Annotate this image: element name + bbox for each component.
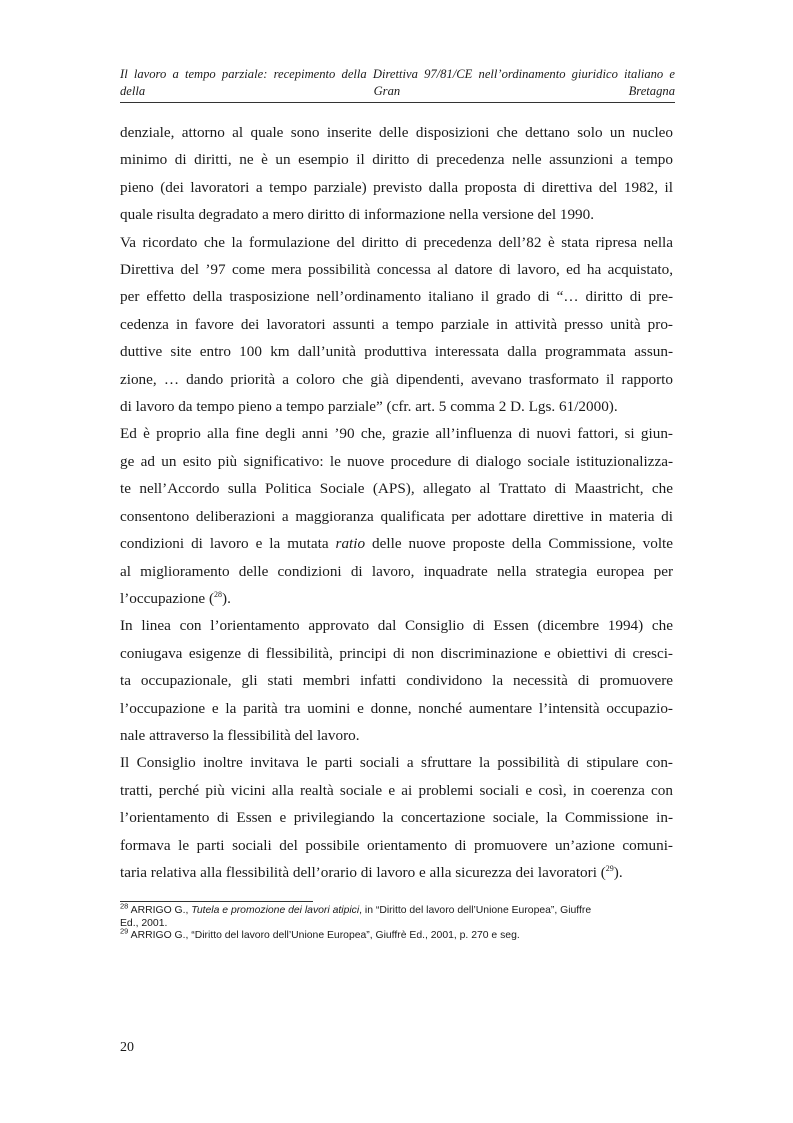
paragraph-4 <box>120 612 673 749</box>
text-segment: condizioni di lavoro e la mutata <box>120 535 336 553</box>
text-segment: taria relativa alla flessibilità dell’orario di lavoro e alla sicurezza dei lavoratori ( <box>120 863 606 881</box>
footnote-ref-28[interactable]: 28 <box>214 589 223 599</box>
page-number: 20 <box>120 1040 134 1055</box>
body-text <box>120 119 673 886</box>
text-line: Direttiva del ’97 come mera possibilità concessa al datore di lavoro, ed ha acquistato, <box>120 261 673 279</box>
text-line: te nell’Accordo sulla Politica Sociale (APS), allegato al Trattato di Maastricht, che <box>120 480 673 498</box>
text-line: minimo di diritti, ne è un esempio il diritto di precedenza nelle assunzioni a tempo <box>120 151 673 169</box>
text-line: tratti, perché più vicini alla realtà sociale e ai problemi sociali e così, in coerenza con <box>120 781 673 799</box>
footnote-29 <box>120 926 675 943</box>
text-segment: ). <box>222 589 231 607</box>
text-line: Il Consiglio inoltre invitava le parti sociali a sfruttare la possibilità di stipulare con- <box>120 754 673 772</box>
text-line: l’orientamento di Essen e privilegiando la concertazione sociale, la Commissione in- <box>120 809 673 827</box>
text-segment: l’occupazione ( <box>120 589 215 607</box>
text-line: Va ricordato che la formulazione del diritto di precedenza dell’82 è stata ripresa nella <box>120 233 673 251</box>
text-line: nale attraverso la flessibilità del lavoro. <box>120 726 360 744</box>
paragraph-1 <box>120 119 673 229</box>
footnote-text: , in “Diritto del lavoro dell’Unione Europea”, Giuffre <box>359 905 592 916</box>
text-line: duttive site entro 100 km dall’unità produttiva interessata dalla programmata assun- <box>120 343 673 361</box>
text-line: pieno (dei lavoratori a tempo parziale) previsto dalla proposta di direttiva del 1982, il <box>120 178 673 196</box>
text-line: per effetto della trasposizione nell’ordinamento italiano il grado di “… diritto di pre- <box>120 288 673 306</box>
running-header <box>120 66 675 103</box>
text-line: In linea con l’orientamento approvato dal Consiglio di Essen (dicembre 1994) che <box>120 617 673 635</box>
footnotes <box>120 901 675 943</box>
text-line: consentono deliberazioni a maggioranza qualificata per adottare direttive in materia di <box>120 507 673 525</box>
footnote-text: ARRIGO G., “Diritto del lavoro dell’Unione Europea”, Giuffrè Ed., 2001, p. 270 e seg. <box>128 930 520 941</box>
footnote-number: 28 <box>120 901 129 911</box>
paragraph-2 <box>120 229 673 421</box>
footnote-line <box>120 901 675 918</box>
text-line: coniugava esigenze di flessibilità, principi di non discriminazione e obiettivi di cresci- <box>120 644 673 662</box>
text-line: ge ad un esito più significativo: le nuove procedure di dialogo sociale istituzionalizza- <box>120 452 673 470</box>
italic-term: ratio <box>335 535 366 553</box>
text-line: cedenza in favore dei lavoratori assunti a tempo parziale in attività presso unità pro- <box>120 315 673 333</box>
text-line: ta occupazionale, gli stati membri infatti condividono la necessità di promuovere <box>120 672 673 690</box>
text-line: denziale, attorno al quale sono inserite delle disposizioni che dettano solo un nucleo <box>120 124 673 141</box>
text-line <box>120 530 673 557</box>
text-line: Ed è proprio alla fine degli anni ’90 che, grazie all’influenza di nuovi fattori, si giun- <box>120 425 673 443</box>
text-line: formava le parti sociali del possibile orientamento di promuovere un’azione comuni- <box>120 836 673 854</box>
text-segment: ). <box>613 863 623 881</box>
footnote-divider <box>120 901 313 902</box>
paragraph-5 <box>120 749 673 886</box>
footnote-28 <box>120 901 675 930</box>
running-header-line-2: della Gran Bretagna <box>120 84 675 98</box>
footnote-line <box>120 926 675 943</box>
paragraph-3 <box>120 420 673 612</box>
footnote-number: 29 <box>120 926 129 936</box>
text-line: quale risulta degradato a mero diritto di informazione nella versione del 1990. <box>120 206 595 224</box>
text-line: al miglioramento delle condizioni di lavoro, inquadrate nella strategia europea per <box>120 562 673 580</box>
text-line: zione, … dando priorità a coloro che già dipendenti, avevano trasformato il rapporto <box>120 370 673 388</box>
footnote-title: Tutela e promozione dei lavori atipici <box>191 905 360 916</box>
footnote-ref-29[interactable]: 29 <box>605 863 614 873</box>
running-header-line-1: Il lavoro a tempo parziale: recepimento della Direttiva 97/81/CE nell’ordinamento giuridico italiano e <box>120 67 675 81</box>
text-line: di lavoro da tempo pieno a tempo parziale” (cfr. art. 5 comma 2 D. Lgs. 61/2000). <box>120 398 618 416</box>
footnote-author: ARRIGO G., <box>128 905 192 916</box>
text-segment: delle nuove proposte della Commissione, volte <box>365 535 673 553</box>
footnote-line: Ed., 2001. <box>120 917 168 929</box>
text-line <box>120 859 673 886</box>
text-line <box>120 585 673 612</box>
text-line: l’occupazione e la parità tra uomini e donne, nonché aumentare l’intensità occupazio- <box>120 699 673 717</box>
